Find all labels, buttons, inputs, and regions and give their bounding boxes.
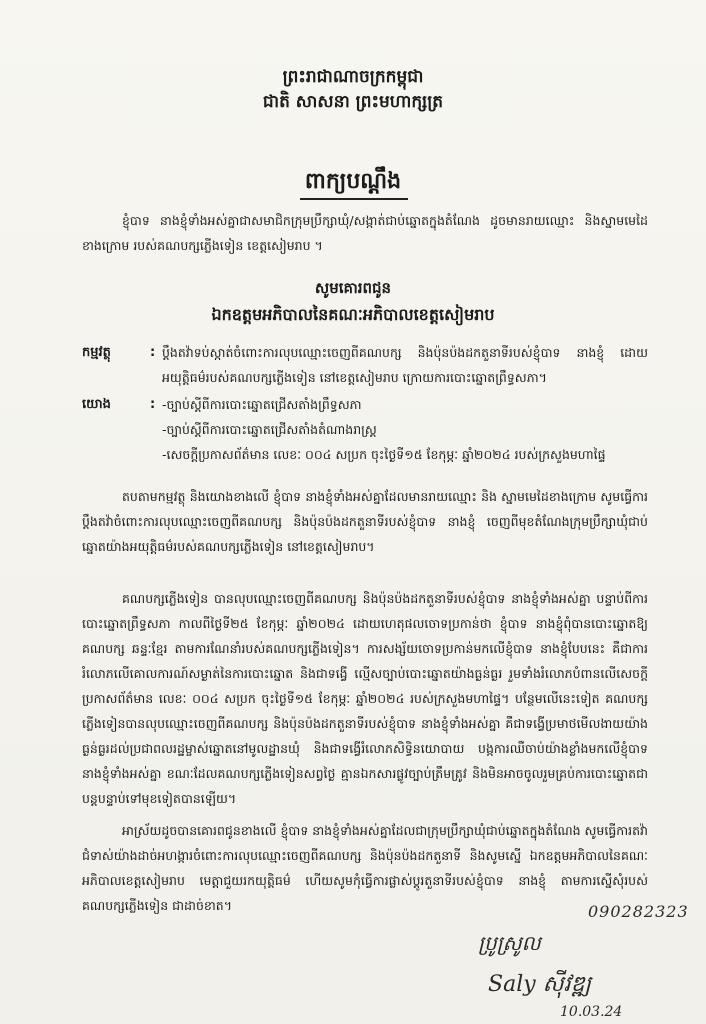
reference-item: -ច្បាប់ស្តីពីការបោះឆ្នោតជ្រើសតាំងតំណាងរាស្ត្រ — [162, 422, 377, 437]
reference-label: យោង — [82, 397, 111, 412]
document-title: ពាក្យបណ្តឹង — [304, 169, 402, 194]
handwritten-date: 10.03.24 — [560, 1004, 623, 1020]
subject-colon: : — [150, 345, 156, 360]
reference-item: -ច្បាប់ស្តីពីការបោះឆ្នោតជ្រើសតាំងព្រឹទ្ធសភា — [162, 397, 362, 412]
recipient-title: ឯកឧត្តមអភិបាលនៃគណៈអភិបាលខេត្តសៀមរាប — [211, 305, 495, 324]
subject-text: ប្តឹងតវ៉ាទប់ស្កាត់ចំពោះការលុបឈ្មោះចេញពីគណបក្ស និងប៉ុនប៉ងដកតួនាទីរបស់ខ្ញុំបាទ នាងខ្ញុំ ដោយអយុត្តិធម៌របស់គណបក្សភ្លើងទៀន នៅខេត្តសៀមរាប ក្រោយការបោះឆ្នោតព្រឹទ្ធសភា។ — [162, 345, 648, 385]
body-paragraph-1: តបតាមកម្មវត្ថុ និងយោងខាងលើ ខ្ញុំបាទ នាងខ្ញុំទាំងអស់គ្នាដែលមានរាយឈ្មោះ និង ស្នាមមេដៃខាងក្រោម សូមធ្វើការប្តឹងតវ៉ាចំពោះការលុបឈ្មោះចេញពីគណបក្ស និងប៉ុនប៉ងដកតួនាទីរបស់ខ្ញុំបាទ នាងខ្ញុំ ចេញពីមុខតំណែងក្រុមប្រឹក្សាឃុំជាប់ឆ្នោតយ៉ាងអយុត្តិធម៌របស់គណបក្សភ្លើងទៀន នៅខេត្តសៀមរាប។ — [82, 489, 648, 554]
reference-list — [162, 392, 648, 467]
kingdom-header: ព្រះរាជាណាចក្រកម្ពុជា — [282, 67, 424, 87]
title-underline — [300, 198, 408, 200]
handwritten-signature: Saly ស៊ីវឌ្ឍ — [488, 972, 592, 997]
salutation-label: សូមគោរពជូន — [314, 279, 392, 297]
body-paragraph-2: គណបក្សភ្លើងទៀន បានលុបឈ្មោះចេញពីគណបក្ស និងប៉ុនប៉ងដកតួនាទីរបស់ខ្ញុំបាទ នាងខ្ញុំទាំងអស់គ្នា បន្ទាប់ពីការបោះឆ្នោតព្រឹទ្ធសភា កាលពីថ្ងៃទី២៥ ខែកុម្ភៈ ឆ្នាំ២០២៤ ដោយហេតុផលចោទប្រកាន់ថា ខ្ញុំបាទ នាងខ្ញុំពុំបានបោះឆ្នោតឱ្យគណបក្ស ឆន្ទៈខ្មែរ តាមការណែនាំរបស់គណបក្សភ្លើងទៀន។ ការសង្ស័យចោទប្រកាន់មកលើខ្ញុំបាទ នាងខ្ញុំបែបនេះ គឺជាការរំលោភលើគោលការណ៍សម្ងាត់នៃការបោះឆ្នោត និងជាទង្វើ ល្មើសច្បាប់បោះឆ្នោតយ៉ាងធ្ងន់ធ្ងរ រួមទាំងរំលោភបំពានលើសេចក្តីប្រកាសព័ត៌មាន លេខៈ ០០៤ សប្រក ចុះថ្ងៃទី១៥ ខែកុម្ភៈ ឆ្នាំ២០២៤ របស់ក្រសួងមហាផ្ទៃ។ បន្ថែមលើនេះទៀត គណបក្សភ្លើងទៀនបានលុបឈ្មោះចេញពីគណបក្ស និងប៉ុនប៉ងដកតួនាទីរបស់ខ្ញុំបាទ នាងខ្ញុំទាំងអស់គ្នា គឺជាទង្វើប្រមាថមើលងាយយ៉ាងធ្ងន់ធ្ងរដល់ប្រជាពលរដ្ឋម្ចាស់ឆ្នោតនៅមូលដ្ឋានឃុំ និងជាទង្វើរំលោភសិទ្ធិនយោបាយ បង្កការឈឺចាប់យ៉ាងខ្លាំងមកលើខ្ញុំបាទ នាងខ្ញុំទាំងអស់គ្នា ខណៈដែលគណបក្សភ្លើងទៀនសព្វថ្ងៃ គ្មានឯកសារផ្លូវច្បាប់ត្រឹមត្រូវ និងមិនអាចចូលរួមគ្រប់ការបោះឆ្នោតជាបន្តបន្ទាប់ទៅមុខទៀតបានឡើយ។ — [82, 591, 648, 806]
reference-colon: : — [150, 397, 156, 412]
reference-item: -សេចក្តីប្រកាសព័ត៌មាន លេខៈ ០០៤ សប្រក ចុះថ្ងៃទី១៥ ខែកុម្ភៈ ឆ្នាំ២០២៤ របស់ក្រសួងមហាផ្ទៃ — [162, 447, 606, 462]
intro-paragraph: ខ្ញុំបាទ នាងខ្ញុំទាំងអស់គ្នាជាសមាជិកក្រុមប្រឹក្សាឃុំ/សង្កាត់ជាប់ឆ្នោតក្នុងតំណែង ដូចមានរាយឈ្មោះ និងស្នាមមេដៃខាងក្រោម របស់គណបក្សភ្លើងទៀន ខេត្តសៀមរាប ។ — [82, 213, 648, 253]
handwritten-signature-name: ប្រូស្រូល — [478, 931, 541, 955]
body-paragraph-3: អាស្រ័យដូចបានគោរពជូនខាងលើ ខ្ញុំបាទ នាងខ្ញុំទាំងអស់គ្នាដែលជាក្រុមប្រឹក្សាឃុំជាប់ឆ្នោតក្នុងតំណែង សូមធ្វើការតវ៉ាជំទាស់យ៉ាងដាច់អហង្ការចំពោះការលុបឈ្មោះចេញពីគណបក្ស និងប៉ុនប៉ងដកតួនាទី និងសូមស្នើ ឯកឧត្តមអភិបាលនៃគណៈអភិបាលខេត្តសៀមរាប មេត្តាជួយរកយុត្តិធម៌ ហើយសូមកុំធ្វើការផ្លាស់ប្តូរតួនាទីរបស់ខ្ញុំបាទ នាងខ្ញុំ តាមការស្នើសុំរបស់គណបក្សភ្លើងទៀន ជាដាច់ខាត។ — [82, 823, 648, 913]
handwritten-phone-number: 090282323 — [588, 902, 689, 921]
motto-header: ជាតិ សាសនា ព្រះមហាក្សត្រ — [262, 92, 444, 112]
subject-label: កម្មវត្ថុ — [82, 345, 111, 360]
